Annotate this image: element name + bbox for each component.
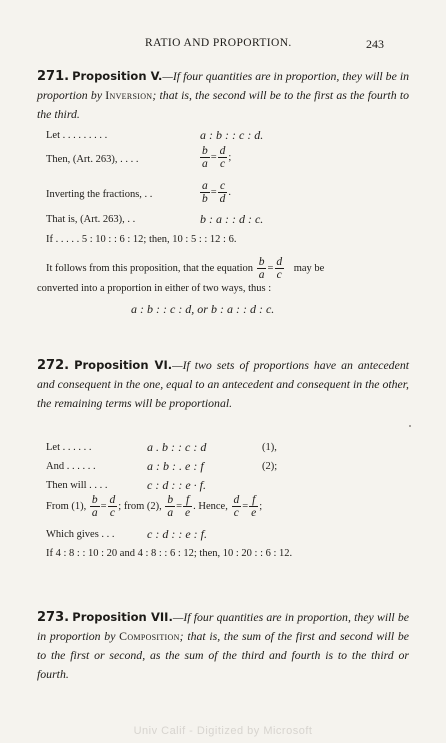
then-will-line: Then will . . . . bbox=[46, 480, 108, 491]
fraction: $\frac{f}{e}$ bbox=[185, 494, 191, 519]
then-will-expression: c : d : : e · f. bbox=[147, 478, 206, 492]
that-is-line: That is, (Art. 263), . . bbox=[46, 214, 136, 225]
keyword-inversion: Inversion bbox=[105, 88, 153, 102]
fraction: $\frac{f}{e}$ bbox=[251, 494, 257, 519]
fraction: $\frac{d}{c}$ bbox=[219, 145, 226, 170]
follows-line: It follows from this proposition, that the equation $\frac{b}{a}$ = $\frac{d}{c}$ may be bbox=[46, 256, 325, 281]
article-number: 271. bbox=[37, 69, 70, 84]
which-gives-line: Which gives . . . bbox=[46, 529, 115, 540]
proposition-title: Proposition VI. bbox=[74, 358, 173, 372]
and-expression: a : b : . e : f bbox=[147, 459, 204, 473]
statement-text: If four quantities are in proportion, they will be in proportion by bbox=[37, 69, 409, 102]
proposition-271-statement: 271. Proposition V.—If four quantities are in proportion, they will be in proportion by Inversion; that is, the second will be to the first as the fourth to the third. bbox=[37, 69, 409, 121]
keyword-composition: Composition bbox=[119, 629, 180, 643]
fraction: $\frac{a}{b}$ bbox=[202, 180, 208, 205]
converted-line: converted into a proportion in either of two ways, thus : bbox=[37, 283, 272, 294]
numeric-example: If 4 : 8 : : 10 : 20 and 4 : 8 : : 6 : 12; then, 10 : 20 : : 6 : 12. bbox=[46, 548, 293, 559]
equation-number: (1), bbox=[262, 442, 277, 453]
which-gives-expression: c : d : : e : f. bbox=[147, 527, 207, 541]
running-title: RATIO AND PROPORTION. bbox=[145, 37, 292, 49]
numeric-example: If . . . . . 5 : 10 : : 6 : 12; then, 10 : 5 : : 12 : 6. bbox=[46, 234, 237, 245]
fraction: $\frac{d}{c}$ bbox=[276, 256, 283, 281]
ink-speck bbox=[409, 425, 411, 427]
article-number: 273. bbox=[37, 610, 70, 625]
proposition-title: Proposition VII. bbox=[72, 610, 173, 624]
and-line: And . . . . . . bbox=[46, 461, 96, 472]
inverting-equation: $\frac{a}{b}$ = $\frac{c}{d}$ . bbox=[202, 180, 232, 205]
page-number: 243 bbox=[366, 37, 384, 51]
fraction: $\frac{d}{c}$ bbox=[233, 494, 240, 519]
then-line: Then, (Art. 263), . . . . bbox=[46, 154, 139, 165]
fraction: $\frac{b}{a}$ bbox=[91, 494, 98, 519]
inverting-line: Inverting the fractions, . . bbox=[46, 189, 153, 200]
proposition-title: Proposition V. bbox=[72, 69, 163, 83]
then-equation: $\frac{b}{a}$ = $\frac{d}{c}$ ; bbox=[202, 145, 232, 170]
that-is-expression: b : a : : d : c. bbox=[200, 212, 264, 226]
statement-text: If two sets of proportions have an antecedent and consequent in the one, equal to an antecedent and consequent in the other, the remaining terms will be proportional. bbox=[37, 358, 409, 410]
let-line: Let . . . . . . . . . bbox=[46, 130, 108, 141]
let-expression: a . b : : c : d bbox=[147, 440, 207, 454]
equation-number: (2); bbox=[262, 461, 278, 472]
fraction: $\frac{c}{d}$ bbox=[219, 180, 226, 205]
statement-text: ; that is, the sum of the first and second will be to the first or second, as the sum of the third and fourth is to the third or fourth. bbox=[37, 629, 409, 681]
let-line: Let . . . . . . bbox=[46, 442, 92, 453]
fraction: $\frac{b}{a}$ bbox=[167, 494, 174, 519]
fraction: $\frac{b}{a}$ bbox=[258, 256, 265, 281]
proposition-273-statement: 273. Proposition VII.—If four quantities are in proportion, they will be in proportion by Composition; that is, the sum of the first and second will be to the first or second, as the sum of the third and fourth is to the third or fourth. bbox=[37, 610, 410, 681]
fraction: $\frac{d}{c}$ bbox=[109, 494, 116, 519]
let-expression: a : b : : c : d. bbox=[200, 128, 264, 142]
statement-text: If four quantities are in proportion, they will be in proportion by bbox=[37, 610, 410, 643]
two-ways-expression: a : b : : c : d, or b : a : : d : c. bbox=[131, 302, 275, 316]
running-head bbox=[0, 37, 446, 53]
proposition-272-statement: 272. Proposition VI.—If two sets of proportions have an antecedent and consequent in the one, equal to an antecedent and consequent in the other, the remaining terms will be proportional. bbox=[37, 358, 409, 410]
from-line: From (1), $\frac{b}{a}$ = $\frac{d}{c}$ ; from (2), $\frac{b}{a}$ = $\frac{f}{e}$ . Hence, $\frac{d}{c}$ = $\frac{f}{e}$ ; bbox=[46, 494, 263, 519]
statement-text: ; that is, the second will be to the first as the fourth to the third. bbox=[37, 88, 409, 121]
fraction: $\frac{b}{a}$ bbox=[202, 145, 208, 170]
digitization-watermark: Univ Calif - Digitized by Microsoft bbox=[133, 725, 313, 737]
article-number: 272. bbox=[37, 358, 70, 373]
